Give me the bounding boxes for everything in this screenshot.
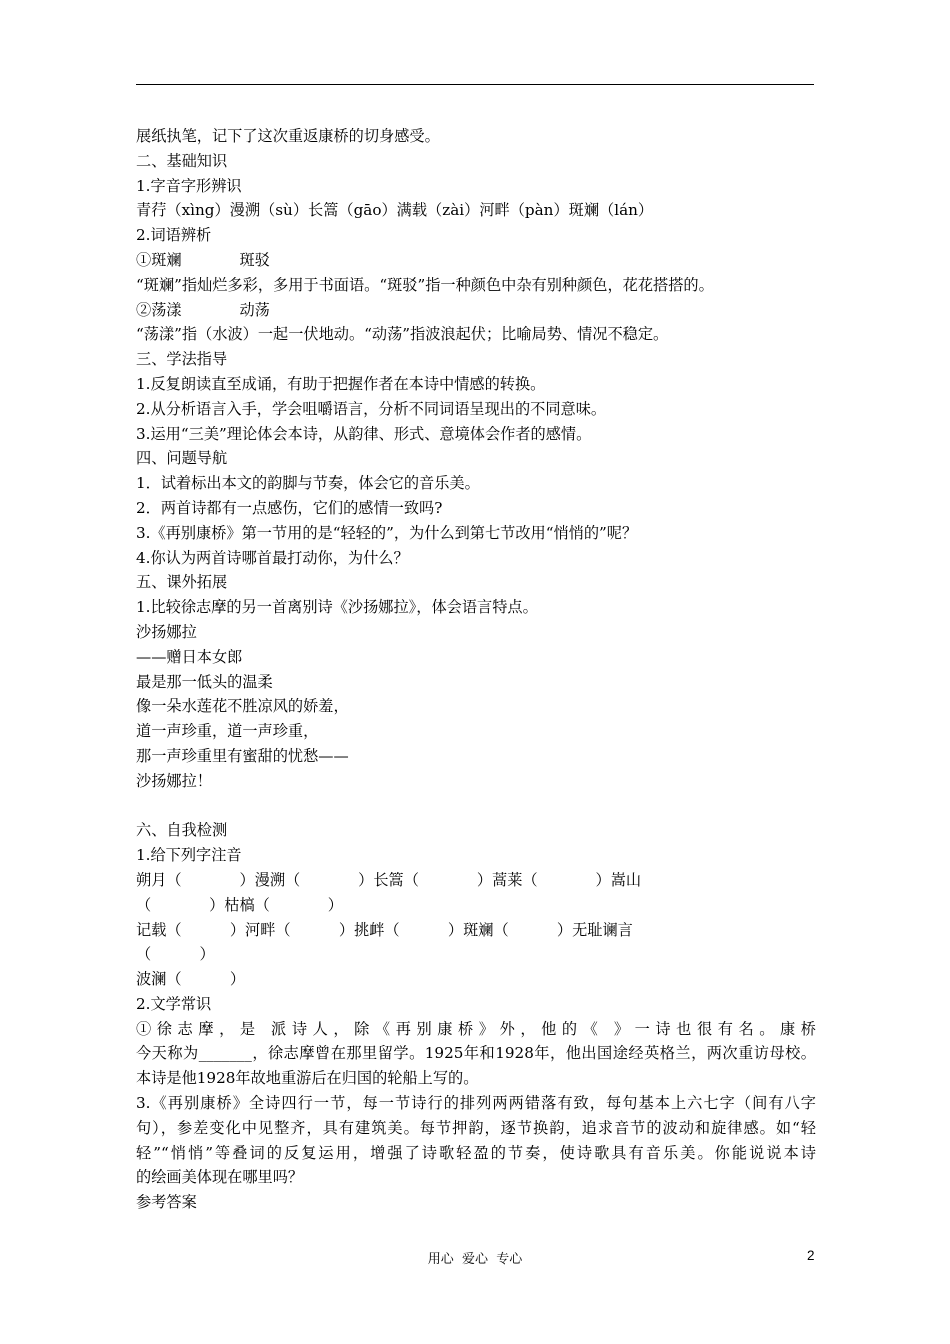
text-line: ——赠日本女郎	[136, 647, 243, 666]
footer-motto: 用心 爱心 专心	[427, 1252, 523, 1267]
text-line: 2．两首诗都有一点感伤，它们的感情一致吗?	[136, 498, 443, 517]
text-line: （ ）枯槁（ ）	[136, 895, 343, 914]
text-line: 2.从分析语言入手，学会咀嚼语言，分析不同词语呈现出的不同意味。	[136, 399, 607, 418]
text-line: “斑斓”指灿烂多彩，多用于书面语。“斑驳”指一种颜色中杂有别种颜色，花花搭搭的。	[136, 275, 714, 294]
text-line: 1.给下列字注音	[136, 846, 242, 865]
text-line: ②荡漾 动荡	[136, 300, 270, 319]
text-line: 2.文学常识	[136, 994, 212, 1013]
text-line: 2.词语辨析	[136, 226, 212, 245]
text-line: 波澜（ ）	[136, 970, 246, 989]
text-line: 1.反复朗读直至成诵，有助于把握作者在本诗中情感的转换。	[136, 374, 546, 393]
text-line: 二、基础知识	[136, 151, 228, 170]
text-line: 展纸执笔，记下了这次重返康桥的切身感受。	[136, 127, 440, 145]
text-line: 青荇（xìng）漫溯（sù）长篙（gāo）满载（zài）河畔（pàn）斑斓（lán）	[136, 201, 654, 220]
text-line: 六、自我检测	[136, 821, 228, 840]
header-rule	[136, 84, 814, 85]
text-line: 五、课外拓展	[136, 573, 228, 592]
document-body	[136, 124, 816, 1215]
text-line: 3.《再别康桥》第一节用的是“轻轻的”，为什么到第七节改用“悄悄的”呢？	[136, 523, 638, 542]
text-line: 的绘画美体现在哪里吗？	[136, 1168, 304, 1187]
text-line: 3.《再别康桥》全诗四行一节，每一节诗行的排列两两错落有致，每句基本上六七字（间有八字	[136, 1094, 816, 1113]
text-line: 3.运用“三美”理论体会本诗，从韵律、形式、意境体会作者的感情。	[136, 424, 592, 443]
text-line: 四、问题导航	[136, 449, 228, 468]
text-line: 沙扬娜拉！	[136, 771, 212, 790]
text-line: 记载（ ）河畔（ ）挑衅（ ）斑斓（ ）无耻谰言	[136, 920, 633, 939]
text-line: 4.你认为两首诗哪首最打动你，为什么？	[136, 548, 409, 567]
text-line: 参考答案	[136, 1193, 197, 1212]
text-line: “荡漾”指（水波）一起一伏地动。“动荡”指波浪起伏；比喻局势、情况不稳定。	[136, 325, 669, 344]
text-line: 三、学法指导	[136, 350, 228, 369]
text-line: 最是那一低头的温柔	[136, 672, 273, 691]
text-line: 1．试着标出本文的韵脚与节奏，体会它的音乐美。	[136, 474, 480, 493]
text-line: 像一朵水莲花不胜凉风的娇羞，	[136, 697, 349, 716]
text-line: 本诗是他1928年故地重游后在归国的轮船上写的。	[136, 1069, 479, 1088]
page-footer	[0, 1248, 950, 1270]
text-line: 沙扬娜拉	[136, 622, 197, 641]
text-line: （ ）	[136, 945, 215, 964]
page-number: 2	[807, 1248, 815, 1263]
text-line: 1.字音字形辨识	[136, 176, 242, 195]
text-line: 朔月（ ）漫溯（ ）长篙（ ）蒿莱（ ）嵩山	[136, 870, 642, 889]
text-line: 今天称为_______，徐志摩曾在那里留学。1925年和1928年，他出国途经英格兰，两次重访母校。	[136, 1044, 816, 1063]
text-line: 道一声珍重，道一声珍重，	[136, 722, 319, 741]
text-line: 那一声珍重里有蜜甜的忧愁——	[136, 746, 349, 765]
text-line: ①徐志摩，是 派诗人，除《再别康桥》外，他的《 》一诗也很有名。康桥	[136, 1019, 816, 1038]
text-line	[136, 794, 816, 819]
text-line: 轻”“悄悄”等叠词的反复运用，增强了诗歌轻盈的节奏，使诗歌具有音乐美。你能说说本诗	[136, 1143, 816, 1162]
text-line: ①斑斓 斑驳	[136, 250, 270, 269]
text-line: 1.比较徐志摩的另一首离别诗《沙扬娜拉》，体会语言特点。	[136, 598, 538, 617]
text-line: 句），参差变化中见整齐，具有建筑美。每节押韵，逐节换韵，追求音节的波动和旋律感。如“轻	[136, 1118, 816, 1137]
